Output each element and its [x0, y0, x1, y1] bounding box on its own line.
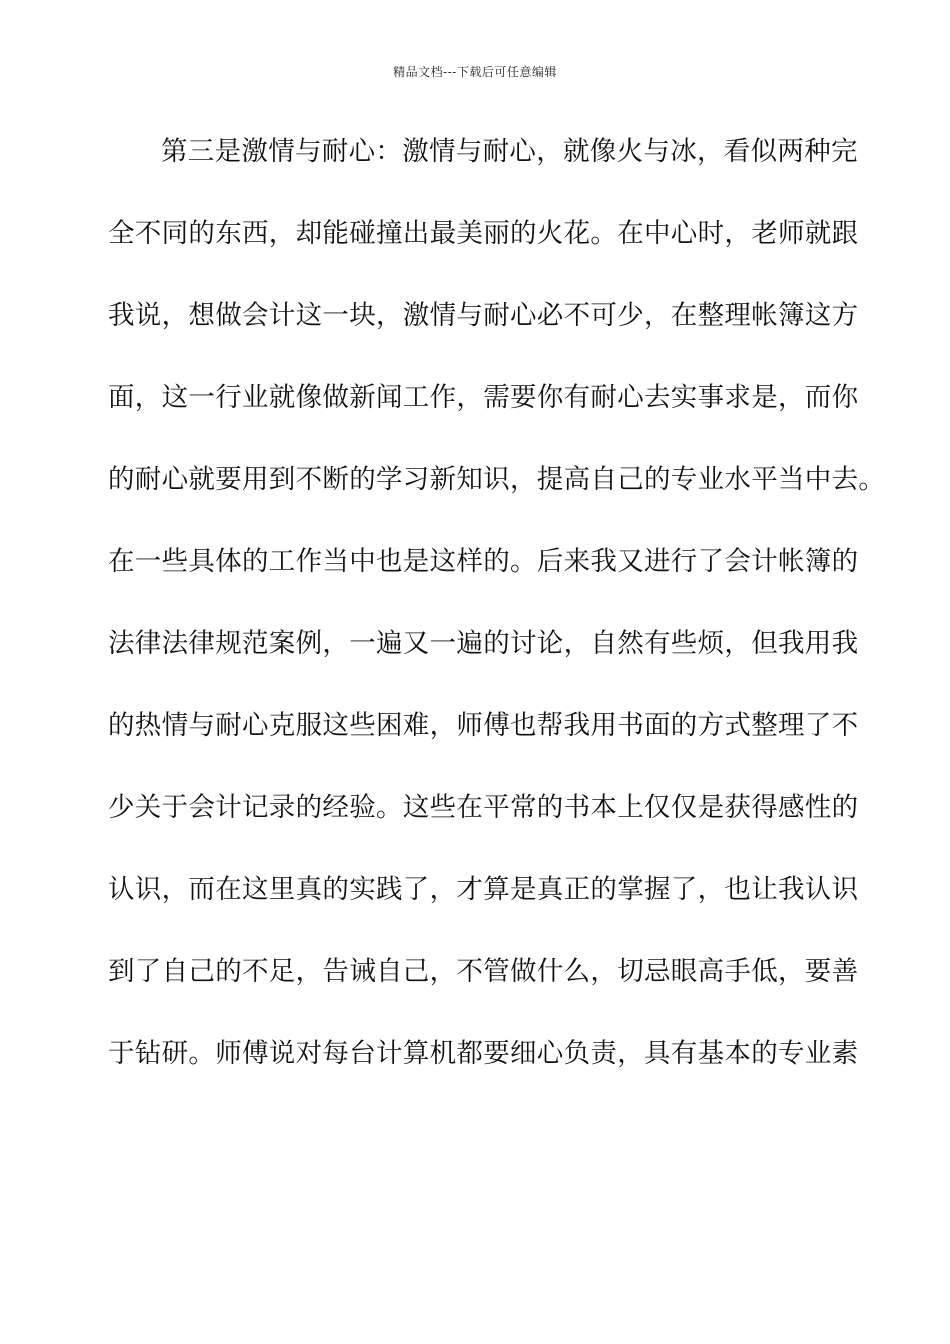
paragraph-line: 面，这一行业就像做新闻工作，需要你有耐心去实事求是，而你 [108, 382, 859, 413]
paragraph-line: 我说，想做会计这一块，激情与耐心必不可少，在整理帐簿这方 [108, 300, 859, 331]
paragraph-line: 全不同的东西，却能碰撞出最美丽的火花。在中心时，老师就跟 [108, 218, 859, 249]
paragraph-line: 的热情与耐心克服这些困难，师傅也帮我用书面的方式整理了不 [108, 710, 859, 741]
paragraph-line: 于钻研。师傅说对每台计算机都要细心负责，具有基本的专业素 [108, 1038, 859, 1069]
paragraph-line: 认识，而在这里真的实践了，才算是真正的掌握了，也让我认识 [108, 874, 859, 905]
paragraph-line: 少关于会计记录的经验。这些在平常的书本上仅仅是获得感性的 [108, 792, 859, 823]
paragraph-line: 法律法律规范案例，一遍又一遍的讨论，自然有些烦，但我用我 [108, 628, 859, 659]
page-header: 精品文档---下载后可任意编辑 [393, 65, 557, 79]
paragraph-line: 第三是激情与耐心：激情与耐心，就像火与冰，看似两种完 [161, 136, 858, 167]
paragraph-line: 的耐心就要用到不断的学习新知识，提高自己的专业水平当中去。 [108, 464, 886, 495]
paragraph-line: 到了自己的不足，告诫自己，不管做什么，切忌眼高手低，要善 [108, 956, 859, 987]
paragraph-line: 在一些具体的工作当中也是这样的。后来我又进行了会计帐簿的 [108, 546, 859, 577]
body-paragraph [108, 128, 886, 1112]
